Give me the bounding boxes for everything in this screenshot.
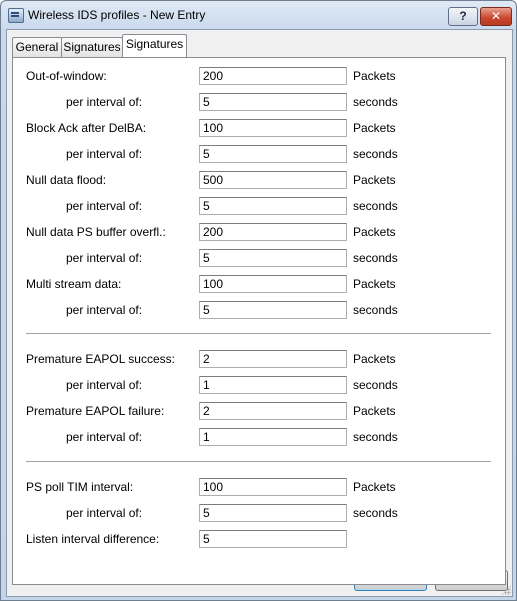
null-data-ps-buffer-interval-unit: seconds <box>353 251 398 265</box>
multi-stream-interval-unit: seconds <box>353 303 398 317</box>
listen-interval-label: Listen interval difference: <box>26 532 160 546</box>
null-data-ps-buffer-interval-input[interactable] <box>199 249 347 267</box>
multi-stream-interval-label: per interval of: <box>66 303 143 317</box>
tab-panel <box>12 57 506 585</box>
null-data-flood-interval-input[interactable] <box>199 197 347 215</box>
null-data-flood-interval-unit: seconds <box>353 199 398 213</box>
eapol-failure-unit: Packets <box>353 404 396 418</box>
out-of-window-interval-unit: seconds <box>353 95 398 109</box>
null-data-flood-input[interactable] <box>199 171 347 189</box>
help-button[interactable]: ? <box>448 7 478 26</box>
null-data-ps-buffer-interval-label: per interval of: <box>66 251 143 265</box>
eapol-success-input[interactable] <box>199 350 347 368</box>
ps-poll-tim-interval-input[interactable] <box>199 504 347 522</box>
null-data-ps-buffer-label: Null data PS buffer overfl.: <box>26 225 166 239</box>
dialog-client <box>6 29 513 597</box>
tab-signatures-2[interactable]: Signatures <box>122 34 187 57</box>
null-data-ps-buffer-unit: Packets <box>353 225 396 239</box>
eapol-failure-interval-label: per interval of: <box>66 430 143 444</box>
block-ack-interval-input[interactable] <box>199 145 347 163</box>
eapol-success-interval-label: per interval of: <box>66 378 143 392</box>
eapol-success-interval-input[interactable] <box>199 376 347 394</box>
ps-poll-tim-input[interactable] <box>199 478 347 496</box>
title-bar[interactable] <box>1 1 516 29</box>
app-icon <box>8 8 24 23</box>
close-button[interactable]: ✕ <box>480 7 512 26</box>
separator-1 <box>26 333 491 335</box>
block-ack-label: Block Ack after DelBA: <box>26 121 147 135</box>
ps-poll-tim-interval-unit: seconds <box>353 506 398 520</box>
out-of-window-label: Out-of-window: <box>26 69 107 83</box>
eapol-failure-interval-unit: seconds <box>353 430 398 444</box>
block-ack-unit: Packets <box>353 121 396 135</box>
listen-interval-input[interactable] <box>199 530 347 548</box>
null-data-ps-buffer-input[interactable] <box>199 223 347 241</box>
tab-signatures-1[interactable]: Signatures <box>61 37 123 57</box>
tab-general[interactable]: General <box>12 37 62 57</box>
window-title: Wireless IDS profiles - New Entry <box>28 8 206 22</box>
ps-poll-tim-label: PS poll TIM interval: <box>26 480 134 494</box>
eapol-success-label: Premature EAPOL success: <box>26 352 175 366</box>
out-of-window-interval-label: per interval of: <box>66 95 143 109</box>
multi-stream-unit: Packets <box>353 277 396 291</box>
out-of-window-interval-input[interactable] <box>199 93 347 111</box>
null-data-flood-label: Null data flood: <box>26 173 107 187</box>
null-data-flood-unit: Packets <box>353 173 396 187</box>
block-ack-interval-label: per interval of: <box>66 147 143 161</box>
block-ack-interval-unit: seconds <box>353 147 398 161</box>
null-data-flood-interval-label: per interval of: <box>66 199 143 213</box>
multi-stream-input[interactable] <box>199 275 347 293</box>
eapol-failure-input[interactable] <box>199 402 347 420</box>
out-of-window-unit: Packets <box>353 69 396 83</box>
eapol-failure-interval-input[interactable] <box>199 428 347 446</box>
eapol-failure-label: Premature EAPOL failure: <box>26 404 165 418</box>
out-of-window-input[interactable] <box>199 67 347 85</box>
eapol-success-unit: Packets <box>353 352 396 366</box>
multi-stream-label: Multi stream data: <box>26 277 122 291</box>
ps-poll-tim-unit: Packets <box>353 480 396 494</box>
ps-poll-tim-interval-label: per interval of: <box>66 506 143 520</box>
block-ack-input[interactable] <box>199 119 347 137</box>
separator-2 <box>26 461 491 463</box>
multi-stream-interval-input[interactable] <box>199 301 347 319</box>
eapol-success-interval-unit: seconds <box>353 378 398 392</box>
